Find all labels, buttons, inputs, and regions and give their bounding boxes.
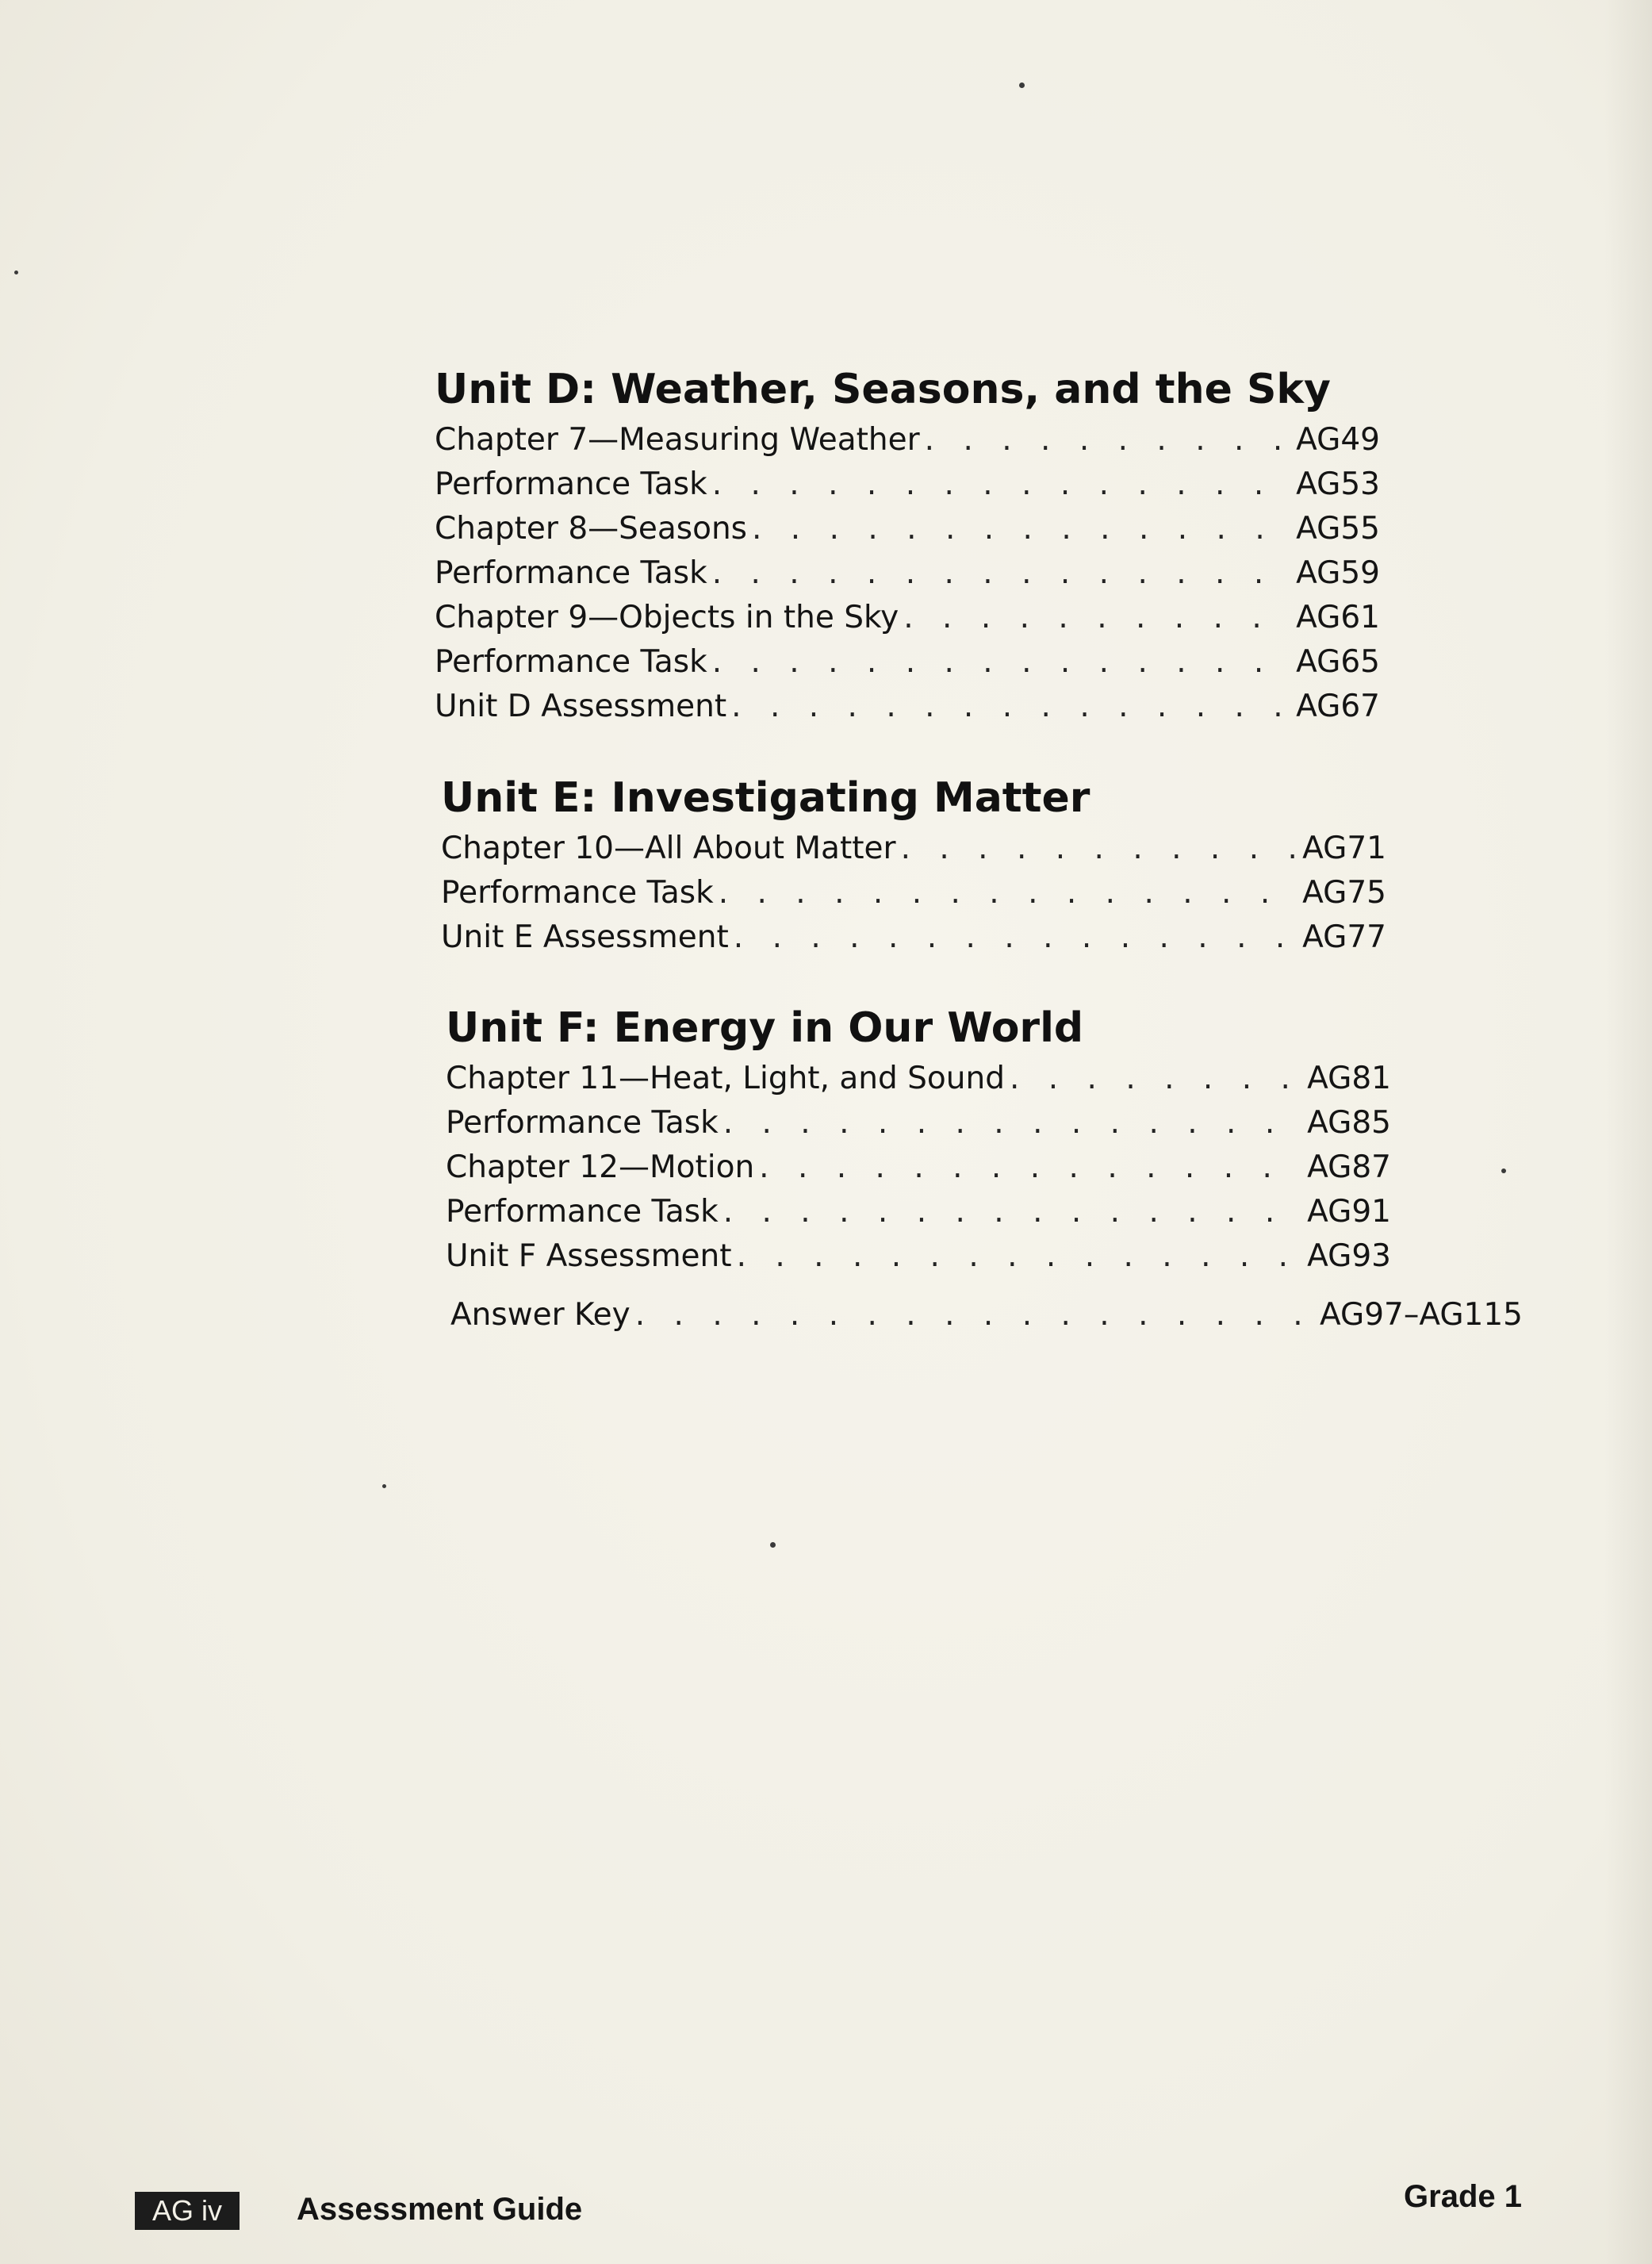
entry-page: AG87 bbox=[1307, 1149, 1391, 1185]
unit-f-section bbox=[446, 1000, 1397, 1279]
entry-page: AG59 bbox=[1296, 555, 1380, 591]
entry-page: AG53 bbox=[1296, 466, 1380, 502]
entry-label: Performance Task bbox=[435, 555, 707, 591]
page-number-badge: AG iv bbox=[135, 2192, 240, 2230]
dot-leader bbox=[723, 1101, 1302, 1145]
page-edge-shadow bbox=[1604, 0, 1652, 2264]
toc-entry bbox=[441, 871, 1386, 915]
grade-label: Grade 1 bbox=[1404, 2179, 1522, 2214]
toc-entry bbox=[435, 551, 1380, 596]
entry-page: AG93 bbox=[1307, 1238, 1391, 1274]
dot-leader bbox=[712, 551, 1291, 596]
entry-page: AG75 bbox=[1302, 875, 1386, 911]
entry-label: Unit F Assessment bbox=[446, 1238, 732, 1274]
print-speck bbox=[770, 1542, 776, 1548]
entry-label: Chapter 7—Measuring Weather bbox=[435, 422, 920, 458]
dot-leader bbox=[635, 1293, 1315, 1337]
entry-page: AG55 bbox=[1296, 511, 1380, 547]
unit-d-section bbox=[435, 361, 1386, 729]
print-speck bbox=[382, 1484, 386, 1488]
entry-label: Performance Task bbox=[446, 1105, 719, 1141]
answer-key-label: Answer Key bbox=[450, 1297, 631, 1333]
print-speck bbox=[14, 271, 18, 274]
toc-entry bbox=[441, 915, 1386, 960]
toc-entry bbox=[446, 1190, 1391, 1234]
unit-d-title: Unit D: Weather, Seasons, and the Sky bbox=[435, 366, 1331, 413]
toc-entry bbox=[441, 827, 1386, 871]
entry-label: Performance Task bbox=[435, 466, 707, 502]
dot-leader bbox=[901, 827, 1298, 871]
unit-f-title: Unit F: Energy in Our World bbox=[446, 1004, 1084, 1052]
entry-label: Unit E Assessment bbox=[441, 919, 729, 955]
toc-entry bbox=[435, 640, 1380, 685]
toc-entry bbox=[446, 1101, 1391, 1145]
entry-page: AG81 bbox=[1307, 1061, 1391, 1096]
entry-page: AG77 bbox=[1302, 919, 1386, 955]
toc-entry bbox=[435, 685, 1380, 729]
dot-leader bbox=[752, 507, 1291, 551]
entry-page: AG91 bbox=[1307, 1194, 1391, 1230]
entry-label: Chapter 10—All About Matter bbox=[441, 831, 896, 866]
toc-entry bbox=[446, 1234, 1391, 1279]
entry-page: AG67 bbox=[1296, 689, 1380, 724]
entry-label: Chapter 8—Seasons bbox=[435, 511, 747, 547]
print-speck bbox=[1501, 1168, 1506, 1173]
dot-leader bbox=[903, 596, 1291, 640]
entry-page: AG61 bbox=[1296, 600, 1380, 635]
entry-page: AG49 bbox=[1296, 422, 1380, 458]
answer-key-pages: AG97–AG115 bbox=[1320, 1297, 1523, 1333]
toc-entry bbox=[446, 1145, 1391, 1190]
unit-e-section bbox=[441, 769, 1393, 960]
entry-label: Chapter 9—Objects in the Sky bbox=[435, 600, 899, 635]
entry-label: Performance Task bbox=[446, 1194, 719, 1230]
answer-key-section bbox=[450, 1293, 1523, 1337]
entry-label: Unit D Assessment bbox=[435, 689, 727, 724]
entry-label: Chapter 11—Heat, Light, and Sound bbox=[446, 1061, 1005, 1096]
unit-e-title: Unit E: Investigating Matter bbox=[441, 774, 1090, 822]
book-title: Assessment Guide bbox=[297, 2192, 583, 2227]
print-speck bbox=[1019, 83, 1025, 88]
toc-entry bbox=[446, 1057, 1391, 1101]
entry-page: AG71 bbox=[1302, 831, 1386, 866]
answer-key-entry bbox=[450, 1293, 1523, 1337]
dot-leader bbox=[925, 418, 1291, 462]
dot-leader bbox=[712, 640, 1291, 685]
entry-label: Performance Task bbox=[441, 875, 714, 911]
entry-label: Performance Task bbox=[435, 644, 707, 680]
dot-leader bbox=[737, 1234, 1303, 1279]
entry-page: AG85 bbox=[1307, 1105, 1391, 1141]
toc-entry bbox=[435, 596, 1380, 640]
dot-leader bbox=[731, 685, 1291, 729]
dot-leader bbox=[734, 915, 1297, 960]
dot-leader bbox=[1010, 1057, 1302, 1101]
dot-leader bbox=[759, 1145, 1302, 1190]
dot-leader bbox=[719, 871, 1297, 915]
toc-entry bbox=[435, 418, 1380, 462]
entry-page: AG65 bbox=[1296, 644, 1380, 680]
dot-leader bbox=[712, 462, 1291, 507]
dot-leader bbox=[723, 1190, 1302, 1234]
entry-label: Chapter 12—Motion bbox=[446, 1149, 755, 1185]
toc-entry bbox=[435, 462, 1380, 507]
toc-entry bbox=[435, 507, 1380, 551]
